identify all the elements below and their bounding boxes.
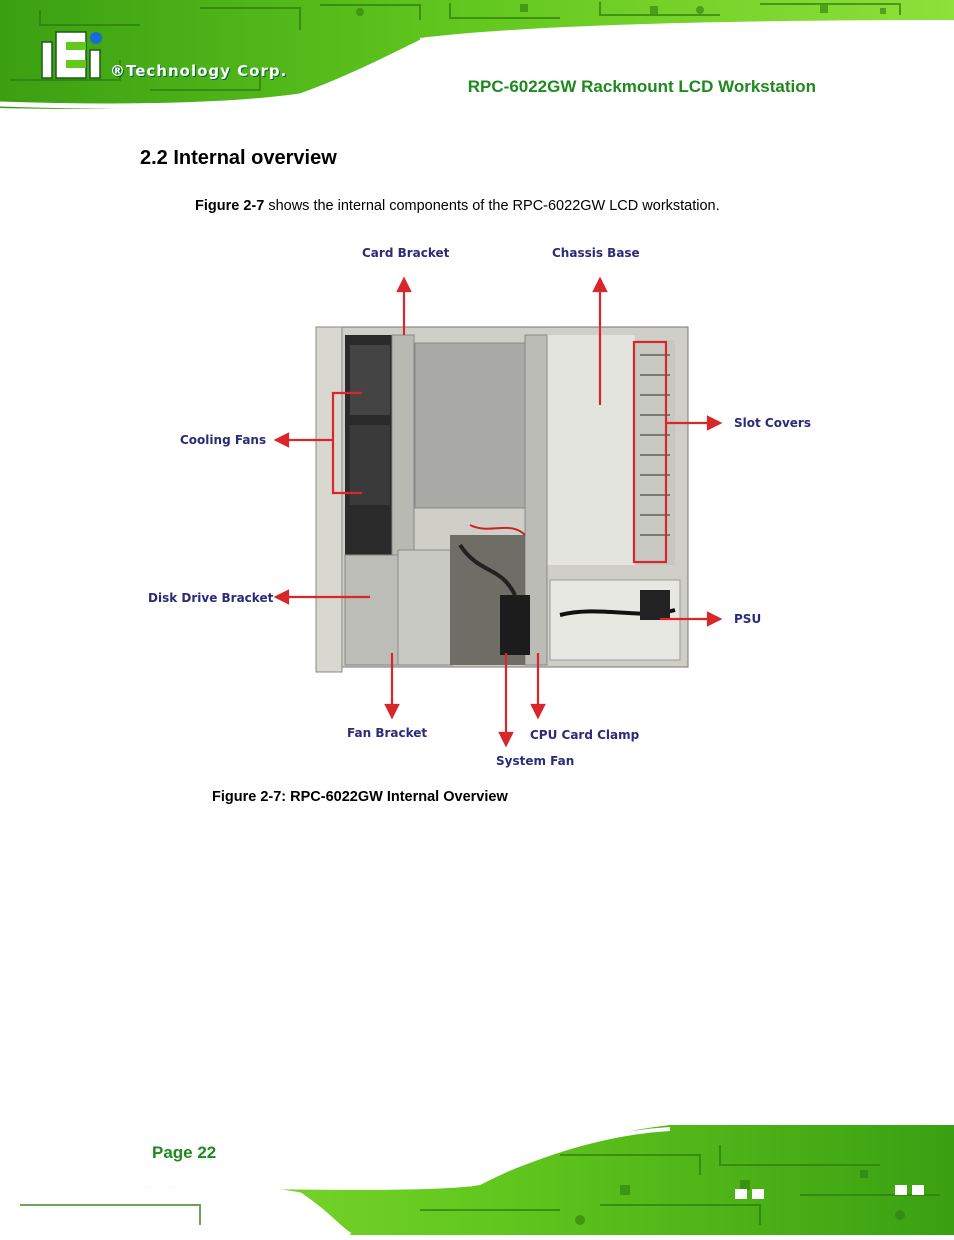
- callout-cooling-fans: Cooling Fans: [180, 433, 267, 447]
- intro-paragraph: [195, 198, 720, 214]
- callout-card-bracket: Card Bracket: [362, 246, 450, 260]
- callout-chassis-base: Chassis Base: [552, 246, 640, 260]
- callout-system-fan: System Fan: [496, 754, 575, 768]
- callout-fan-bracket: Fan Bracket: [347, 726, 428, 740]
- page-number: Page 22: [152, 1143, 217, 1162]
- figure-caption: Figure 2-7: RPC-6022GW Internal Overview: [212, 789, 508, 805]
- internal-overview-figure: [140, 235, 830, 775]
- iei-logo: [38, 28, 298, 88]
- document-title: RPC-6022GW Rackmount LCD Workstation: [467, 77, 816, 96]
- figure-reference[interactable]: Figure 2-7: [195, 198, 265, 214]
- callout-slot-covers: Slot Covers: [734, 416, 811, 430]
- page-footer: [0, 1125, 954, 1235]
- callout-disk-drive-bracket: Disk Drive Bracket: [148, 591, 274, 605]
- section-heading: 2.2 Internal overview: [140, 147, 337, 169]
- callout-cpu-card-clamp: CPU Card Clamp: [530, 728, 640, 742]
- chassis-photo: [140, 235, 830, 775]
- page-header: [0, 0, 954, 115]
- company-name: ®Technology Corp.: [110, 62, 288, 80]
- intro-text: shows the internal components of the RPC-6022GW LCD workstation.: [264, 198, 720, 214]
- pcb-footer-graphic: [0, 1125, 954, 1235]
- callout-psu: PSU: [734, 612, 762, 626]
